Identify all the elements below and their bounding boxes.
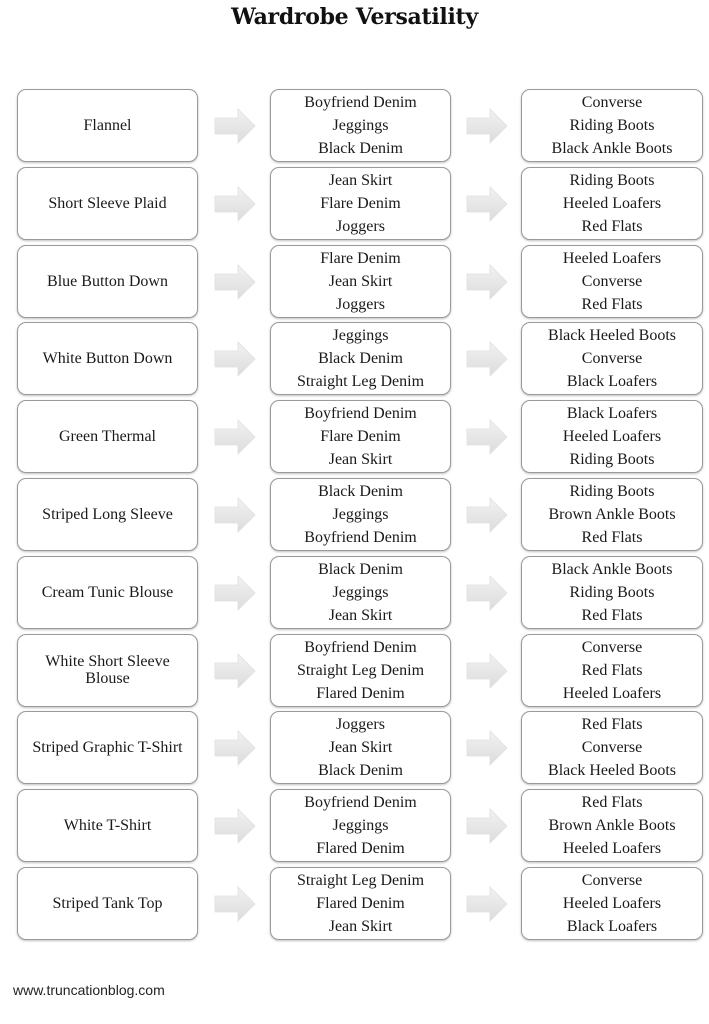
shoes-item: Black Ankle Boots (551, 140, 673, 157)
bottoms-item: Joggers (336, 295, 385, 313)
outfit-row (0, 322, 709, 397)
shoes-item: Brown Ankle Boots (548, 506, 676, 523)
shoes-item: Converse (581, 638, 643, 656)
shoes-item: Heeled Loafers (562, 194, 662, 212)
shoes-item: Red Flats (581, 529, 643, 546)
shoes-box (521, 867, 703, 940)
bottoms-item: Boyfriend Denim (304, 94, 417, 111)
bottoms-box (270, 711, 451, 784)
shoes-item: Red Flats (581, 295, 643, 313)
shoes-item: Converse (581, 272, 643, 290)
bottoms-item: Boyfriend Denim (304, 794, 417, 812)
bottoms-box (270, 556, 451, 629)
shoes-item: Red Flats (581, 606, 643, 624)
shoes-item: Red Flats (581, 716, 643, 734)
outfit-row (0, 89, 709, 164)
bottoms-box (270, 400, 451, 473)
shoes-box (521, 167, 703, 240)
bottoms-item: Flared Denim (316, 895, 405, 912)
right-arrow-icon (466, 808, 508, 844)
bottoms-box (270, 634, 451, 707)
shoes-item: Red Flats (581, 217, 643, 235)
shoes-item: Heeled Loafers (562, 840, 662, 858)
bottoms-item: Boyfriend Denim (304, 529, 417, 546)
shoes-item: Riding Boots (569, 451, 655, 469)
shoes-item: Heeled Loafers (562, 895, 662, 912)
shoes-box (521, 711, 703, 784)
right-arrow-icon (214, 186, 256, 222)
bottoms-item: Straight Leg Denim (296, 872, 425, 889)
bottoms-box (270, 322, 451, 395)
bottoms-item: Black Denim (318, 560, 403, 578)
top-item-box (17, 167, 198, 240)
outfit-row (0, 167, 709, 242)
footer-url: www.truncationblog.com (13, 982, 165, 998)
shoes-item: Black Ankle Boots (551, 560, 673, 578)
bottoms-item: Black Denim (318, 483, 403, 500)
bottoms-item: Straight Leg Denim (296, 661, 425, 679)
top-item-box (17, 322, 198, 395)
bottoms-item: Flare Denim (320, 428, 401, 446)
bottoms-item: Flared Denim (316, 840, 405, 858)
shoes-item: Red Flats (581, 661, 643, 679)
shoes-item: Riding Boots (569, 583, 655, 601)
shoes-box (521, 789, 703, 862)
bottoms-box (270, 167, 451, 240)
right-arrow-icon (466, 575, 508, 611)
top-item-label: Short Sleeve Plaid (48, 194, 167, 212)
top-item-box (17, 245, 198, 318)
top-item-label: White T-Shirt (63, 817, 152, 835)
top-item-label: Striped Long Sleeve (42, 506, 173, 523)
shoes-item: Converse (581, 872, 643, 889)
top-item-box (17, 867, 198, 940)
right-arrow-icon (214, 808, 256, 844)
bottoms-box (270, 245, 451, 318)
right-arrow-icon (466, 886, 508, 922)
shoes-box (521, 556, 703, 629)
right-arrow-icon (466, 730, 508, 766)
top-item-box (17, 789, 198, 862)
shoes-item: Converse (581, 350, 643, 368)
bottoms-item: Straight Leg Denim (296, 373, 425, 391)
bottoms-item: Jean Skirt (328, 272, 393, 290)
shoes-box (521, 400, 703, 473)
shoes-box (521, 245, 703, 318)
bottoms-item: Jeggings (332, 117, 389, 134)
right-arrow-icon (214, 730, 256, 766)
bottoms-item: Joggers (336, 217, 385, 235)
outfit-row (0, 245, 709, 320)
top-item-label: Flannel (83, 117, 132, 134)
right-arrow-icon (466, 419, 508, 455)
top-item-label: Cream Tunic Blouse (41, 583, 174, 601)
bottoms-item: Joggers (336, 716, 385, 734)
right-arrow-icon (466, 341, 508, 377)
shoes-item: Heeled Loafers (562, 249, 662, 267)
right-arrow-icon (214, 575, 256, 611)
bottoms-item: Jean Skirt (328, 451, 393, 469)
bottoms-item: Jeggings (332, 817, 389, 835)
bottoms-item: Jean Skirt (328, 918, 393, 935)
outfit-row (0, 400, 709, 475)
outfit-row (0, 867, 709, 942)
top-item-label: White Button Down (42, 350, 173, 368)
shoes-box (521, 478, 703, 551)
shoes-item: Riding Boots (569, 117, 655, 134)
shoes-item: Riding Boots (569, 171, 655, 189)
bottoms-item: Boyfriend Denim (304, 405, 417, 423)
bottoms-box (270, 478, 451, 551)
top-item-label: Striped Graphic T-Shirt (32, 739, 183, 757)
right-arrow-icon (214, 419, 256, 455)
top-item-box (17, 89, 198, 162)
right-arrow-icon (466, 497, 508, 533)
shoes-item: Black Heeled Boots (548, 327, 676, 345)
bottoms-item: Jean Skirt (328, 171, 393, 189)
right-arrow-icon (214, 886, 256, 922)
right-arrow-icon (214, 108, 256, 144)
top-item-box (17, 711, 198, 784)
right-arrow-icon (466, 264, 508, 300)
outfit-row (0, 789, 709, 864)
right-arrow-icon (466, 186, 508, 222)
bottoms-box (270, 789, 451, 862)
bottoms-item: Black Denim (318, 350, 403, 368)
shoes-item: Red Flats (581, 794, 643, 812)
bottoms-item: Jeggings (332, 327, 389, 345)
shoes-item: Black Loafers (566, 405, 658, 423)
shoes-box (521, 89, 703, 162)
top-item-label: White Short Sleeve Blouse (45, 653, 170, 688)
outfit-row (0, 478, 709, 553)
shoes-item: Black Loafers (566, 918, 658, 935)
bottoms-item: Jeggings (332, 506, 389, 523)
top-item-box (17, 556, 198, 629)
outfit-row (0, 556, 709, 631)
bottoms-item: Jean Skirt (328, 606, 393, 624)
bottoms-item: Black Denim (318, 762, 403, 780)
top-item-label: Striped Tank Top (52, 895, 163, 912)
shoes-item: Heeled Loafers (562, 428, 662, 446)
shoes-item: Brown Ankle Boots (548, 817, 676, 835)
outfit-row (0, 711, 709, 786)
right-arrow-icon (214, 264, 256, 300)
bottoms-item: Flare Denim (320, 194, 401, 212)
bottoms-item: Flared Denim (316, 684, 405, 702)
bottoms-item: Jean Skirt (328, 739, 393, 757)
bottoms-item: Jeggings (332, 583, 389, 601)
page-title: Wardrobe Versatility (231, 4, 478, 30)
shoes-item: Converse (581, 94, 643, 111)
top-item-label: Green Thermal (59, 428, 156, 446)
shoes-item: Heeled Loafers (562, 684, 662, 702)
top-item-box (17, 400, 198, 473)
top-item-box (17, 478, 198, 551)
shoes-box (521, 634, 703, 707)
shoes-item: Black Heeled Boots (548, 762, 676, 780)
bottoms-item: Boyfriend Denim (304, 638, 417, 656)
right-arrow-icon (214, 497, 256, 533)
bottoms-item: Black Denim (318, 140, 403, 157)
top-item-box (17, 634, 198, 707)
shoes-item: Riding Boots (569, 483, 655, 500)
shoes-item: Black Loafers (566, 373, 658, 391)
right-arrow-icon (214, 653, 256, 689)
right-arrow-icon (466, 653, 508, 689)
top-item-label: Blue Button Down (47, 272, 168, 290)
right-arrow-icon (214, 341, 256, 377)
bottoms-box (270, 89, 451, 162)
shoes-item: Converse (581, 739, 643, 757)
bottoms-item: Flare Denim (320, 249, 401, 267)
bottoms-box (270, 867, 451, 940)
shoes-box (521, 322, 703, 395)
right-arrow-icon (466, 108, 508, 144)
outfit-row (0, 634, 709, 709)
